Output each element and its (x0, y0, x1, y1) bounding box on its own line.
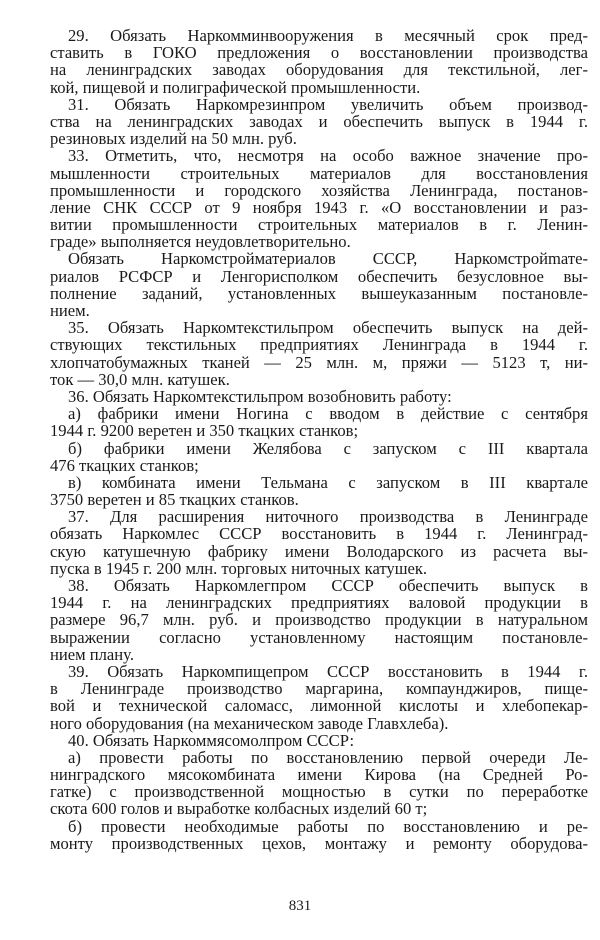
text-line: 1944 г. на ленинградских предприятиях валовой продукции в (50, 593, 588, 613)
text-line: 36. Обязать Наркомтекстильпром возобновить работу: (68, 386, 452, 406)
text-line: граде» выполняется неудовлетворительно. (50, 232, 351, 252)
paragraph (50, 147, 588, 250)
text-line: 35. Обязать Наркомтекстильпром обеспечить выпуск на дей- (68, 318, 588, 338)
text-line: промышленности и городского хозяйства Ленинграда, постанов- (50, 180, 588, 200)
text-line: б) провести необходимые работы по восстановлению и ре- (68, 816, 588, 836)
page-number: 831 (288, 898, 312, 914)
text-line: полнение заданий, установленных вышеуказанным постановле- (50, 283, 588, 303)
text-line: Обязать Наркомстройматериалов СССР, Наркомстройmате- (68, 249, 588, 269)
text-line: в Ленинграде производство маргарина, компаунджиров, пище- (50, 679, 588, 699)
text-line: пуска в 1945 г. 200 млн. торговых ниточных катушек. (50, 558, 428, 578)
text-line: кой, пищевой и полиграфической промышленности. (50, 77, 421, 97)
text-line: 29. Обязать Наркомминвооружения в месячный срок пред- (68, 26, 588, 45)
paragraph (50, 508, 588, 577)
text-line: 3750 веретен и 85 ткацких станков. (50, 490, 299, 510)
text-line: мышленности строительных материалов для восстановления (50, 163, 588, 183)
text-line: на ленинградских заводах оборудования для текстильной, лег- (50, 60, 588, 80)
paragraph (50, 818, 588, 852)
text-line: обязать Наркомлес СССР восстановить в 1944 г. Ленинград- (50, 524, 588, 544)
paragraph (50, 319, 588, 388)
text-line: ствующих текстильных предприятиях Ленинграда в 1944 г. (50, 335, 588, 355)
text-line: выражении согласно установленному настоящим постановле- (50, 627, 588, 647)
paragraph (50, 27, 588, 96)
paragraph (50, 388, 588, 405)
text-line: 476 ткацких станков; (50, 455, 199, 475)
text-line: 39. Обязать Наркомпищепром СССР восстановить в 1944 г. (68, 661, 588, 681)
text-line: нием плану. (50, 644, 134, 664)
text-line: ление СНК СССР от 9 ноября 1943 г. «О восстановлении и раз- (50, 197, 588, 217)
text-line: скота 600 голов и выработке колбасных изделий 60 т; (50, 799, 428, 819)
text-line: 38. Обязать Наркомлегпром СССР обеспечить выпуск в (68, 576, 588, 595)
paragraph (50, 577, 588, 663)
paragraph (50, 474, 588, 508)
text-line: 37. Для расширения ниточного производства в Ленинграде (68, 507, 588, 527)
text-line: нием. (50, 301, 90, 320)
text-line: витии промышленности строительных материалов в г. Ленин- (50, 215, 588, 235)
text-line: 33. Отметить, что, несмотря на особо важное значение про- (68, 146, 588, 166)
paragraph (50, 663, 588, 732)
text-line: вой и технической саломасс, лимонной кислоты и хлебопекар- (50, 696, 588, 716)
text-line: риалов РСФСР и Ленгорисполком обеспечить безусловное вы- (50, 266, 588, 286)
text-line: гатке) с производственной мощностью в сутки по переработке (50, 782, 588, 802)
paragraph (50, 732, 588, 749)
text-line: резиновых изделий на 50 млн. руб. (50, 129, 297, 149)
text-line: 31. Обязать Наркомрезинпром увеличить объем производ- (68, 94, 588, 114)
paragraph (50, 96, 588, 148)
text-line: нинградского мясокомбината имени Кирова (на Средней Ро- (50, 765, 588, 785)
text-line: а) провести работы по восстановлению первой очереди Ле- (68, 747, 588, 767)
paragraph (50, 440, 588, 474)
paragraph (50, 749, 588, 818)
text-line: монту производственных цехов, монтажу и ремонту оборудова- (50, 833, 588, 853)
paragraph (50, 250, 588, 319)
text-line: ства на ленинградских заводах и обеспечить выпуск в 1944 г. (50, 111, 588, 131)
text-line: ставить в ГОКО предложения о восстановлении производства (50, 43, 588, 63)
text-line: в) комбината имени Тельмана с запуском в III квартале (68, 472, 588, 492)
text-line: хлопчатобумажных тканей — 25 млн. м, пряжи — 5123 т, ни- (50, 352, 588, 372)
text-line: а) фабрики имени Ногина с вводом в действие с сентября (68, 404, 588, 424)
text-line: ного оборудования (на механическом заводе Главхлеба). (50, 713, 449, 733)
text-line: ток — 30,0 млн. катушек. (50, 369, 230, 389)
text-line: 1944 г. 9200 веретен и 350 ткацких станков; (50, 421, 359, 441)
text-line: б) фабрики имени Желябова с запуском с III квартала (68, 438, 588, 458)
text-line: скую катушечную фабрику имени Володарского из расчета вы- (50, 541, 588, 561)
text-line: 40. Обязать Наркоммясомолпром СССР: (68, 730, 355, 750)
text-line: размере 96,7 млн. руб. и производство продукции в натуральном (50, 610, 588, 630)
paragraph (50, 405, 588, 439)
document-body (50, 27, 588, 852)
